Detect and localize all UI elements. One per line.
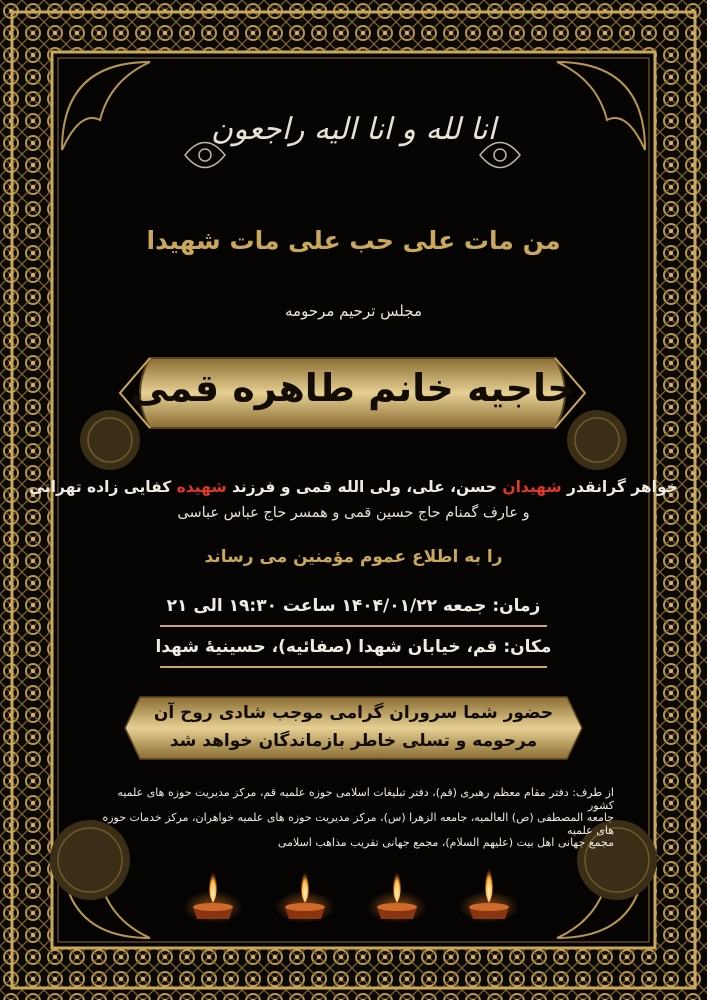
organizers-line-1: از طرف: دفتر مقام معظم رهبری (قم)، دفتر تبلیغات اسلامی حوزه علمیه قم، مرکز مدیریت حوزه های علمیه کشور [117, 786, 614, 812]
invitation-line-2: مرحومه و تسلی خاطر بازماندگان خواهد شد [169, 731, 538, 751]
relations-line [0, 478, 707, 496]
relations-part-1: خواهر گرانقدر [561, 478, 678, 496]
invitation-line-1: حضور شما سروران گرامی موجب شادی روح آن [153, 703, 554, 723]
ceremony-title: مجلس ترحیم مرحومه [285, 302, 422, 320]
martyr-word: شهیده [176, 478, 227, 496]
relations-line-2: و عارف گمنام حاج حسین قمی و همسر حاج عباس عباسی [177, 505, 530, 521]
motto-text: من مات علی حب علی مات شهیدا [146, 226, 561, 255]
announcement-text: را به اطلاع عموم مؤمنین می رساند [204, 547, 503, 567]
organizers-line-3: مجمع جهانی اهل بیت (علیهم السلام)، مجمع جهانی تقریب مذاهب اسلامی [277, 836, 614, 849]
relations-part-2: حسن، علی، ولی الله قمی و فرزند [226, 478, 503, 496]
relations-part-3: کفایی زاده تهرانی [29, 478, 177, 496]
place-text: مکان: قم، خیابان شهدا (صفائیه)، حسینیهٔ شهدا [155, 637, 552, 657]
candle-2 [275, 869, 335, 923]
candle-4 [459, 865, 519, 923]
deceased-name: حاجیه خانم طاهره قمی [130, 366, 575, 410]
candle-1 [185, 869, 243, 923]
candles [185, 855, 525, 925]
organizers-line-2: جامعه المصطفی (ص) العالمیه، جامعه الزهرا (س)، مرکز مدیریت حوزه های علمیه خواهران، مرکز خدمات حوزه های علمیه [102, 811, 614, 837]
time-text: زمان: جمعه ۱۴۰۴/۰۱/۲۲ ساعت ۱۹:۳۰ الی ۲۱ [166, 596, 541, 616]
calligraphy-heading: انا لله و انا الیه راجعون [211, 112, 496, 147]
candle-3 [367, 869, 427, 923]
martyrs-word: شهیدان [502, 478, 562, 496]
